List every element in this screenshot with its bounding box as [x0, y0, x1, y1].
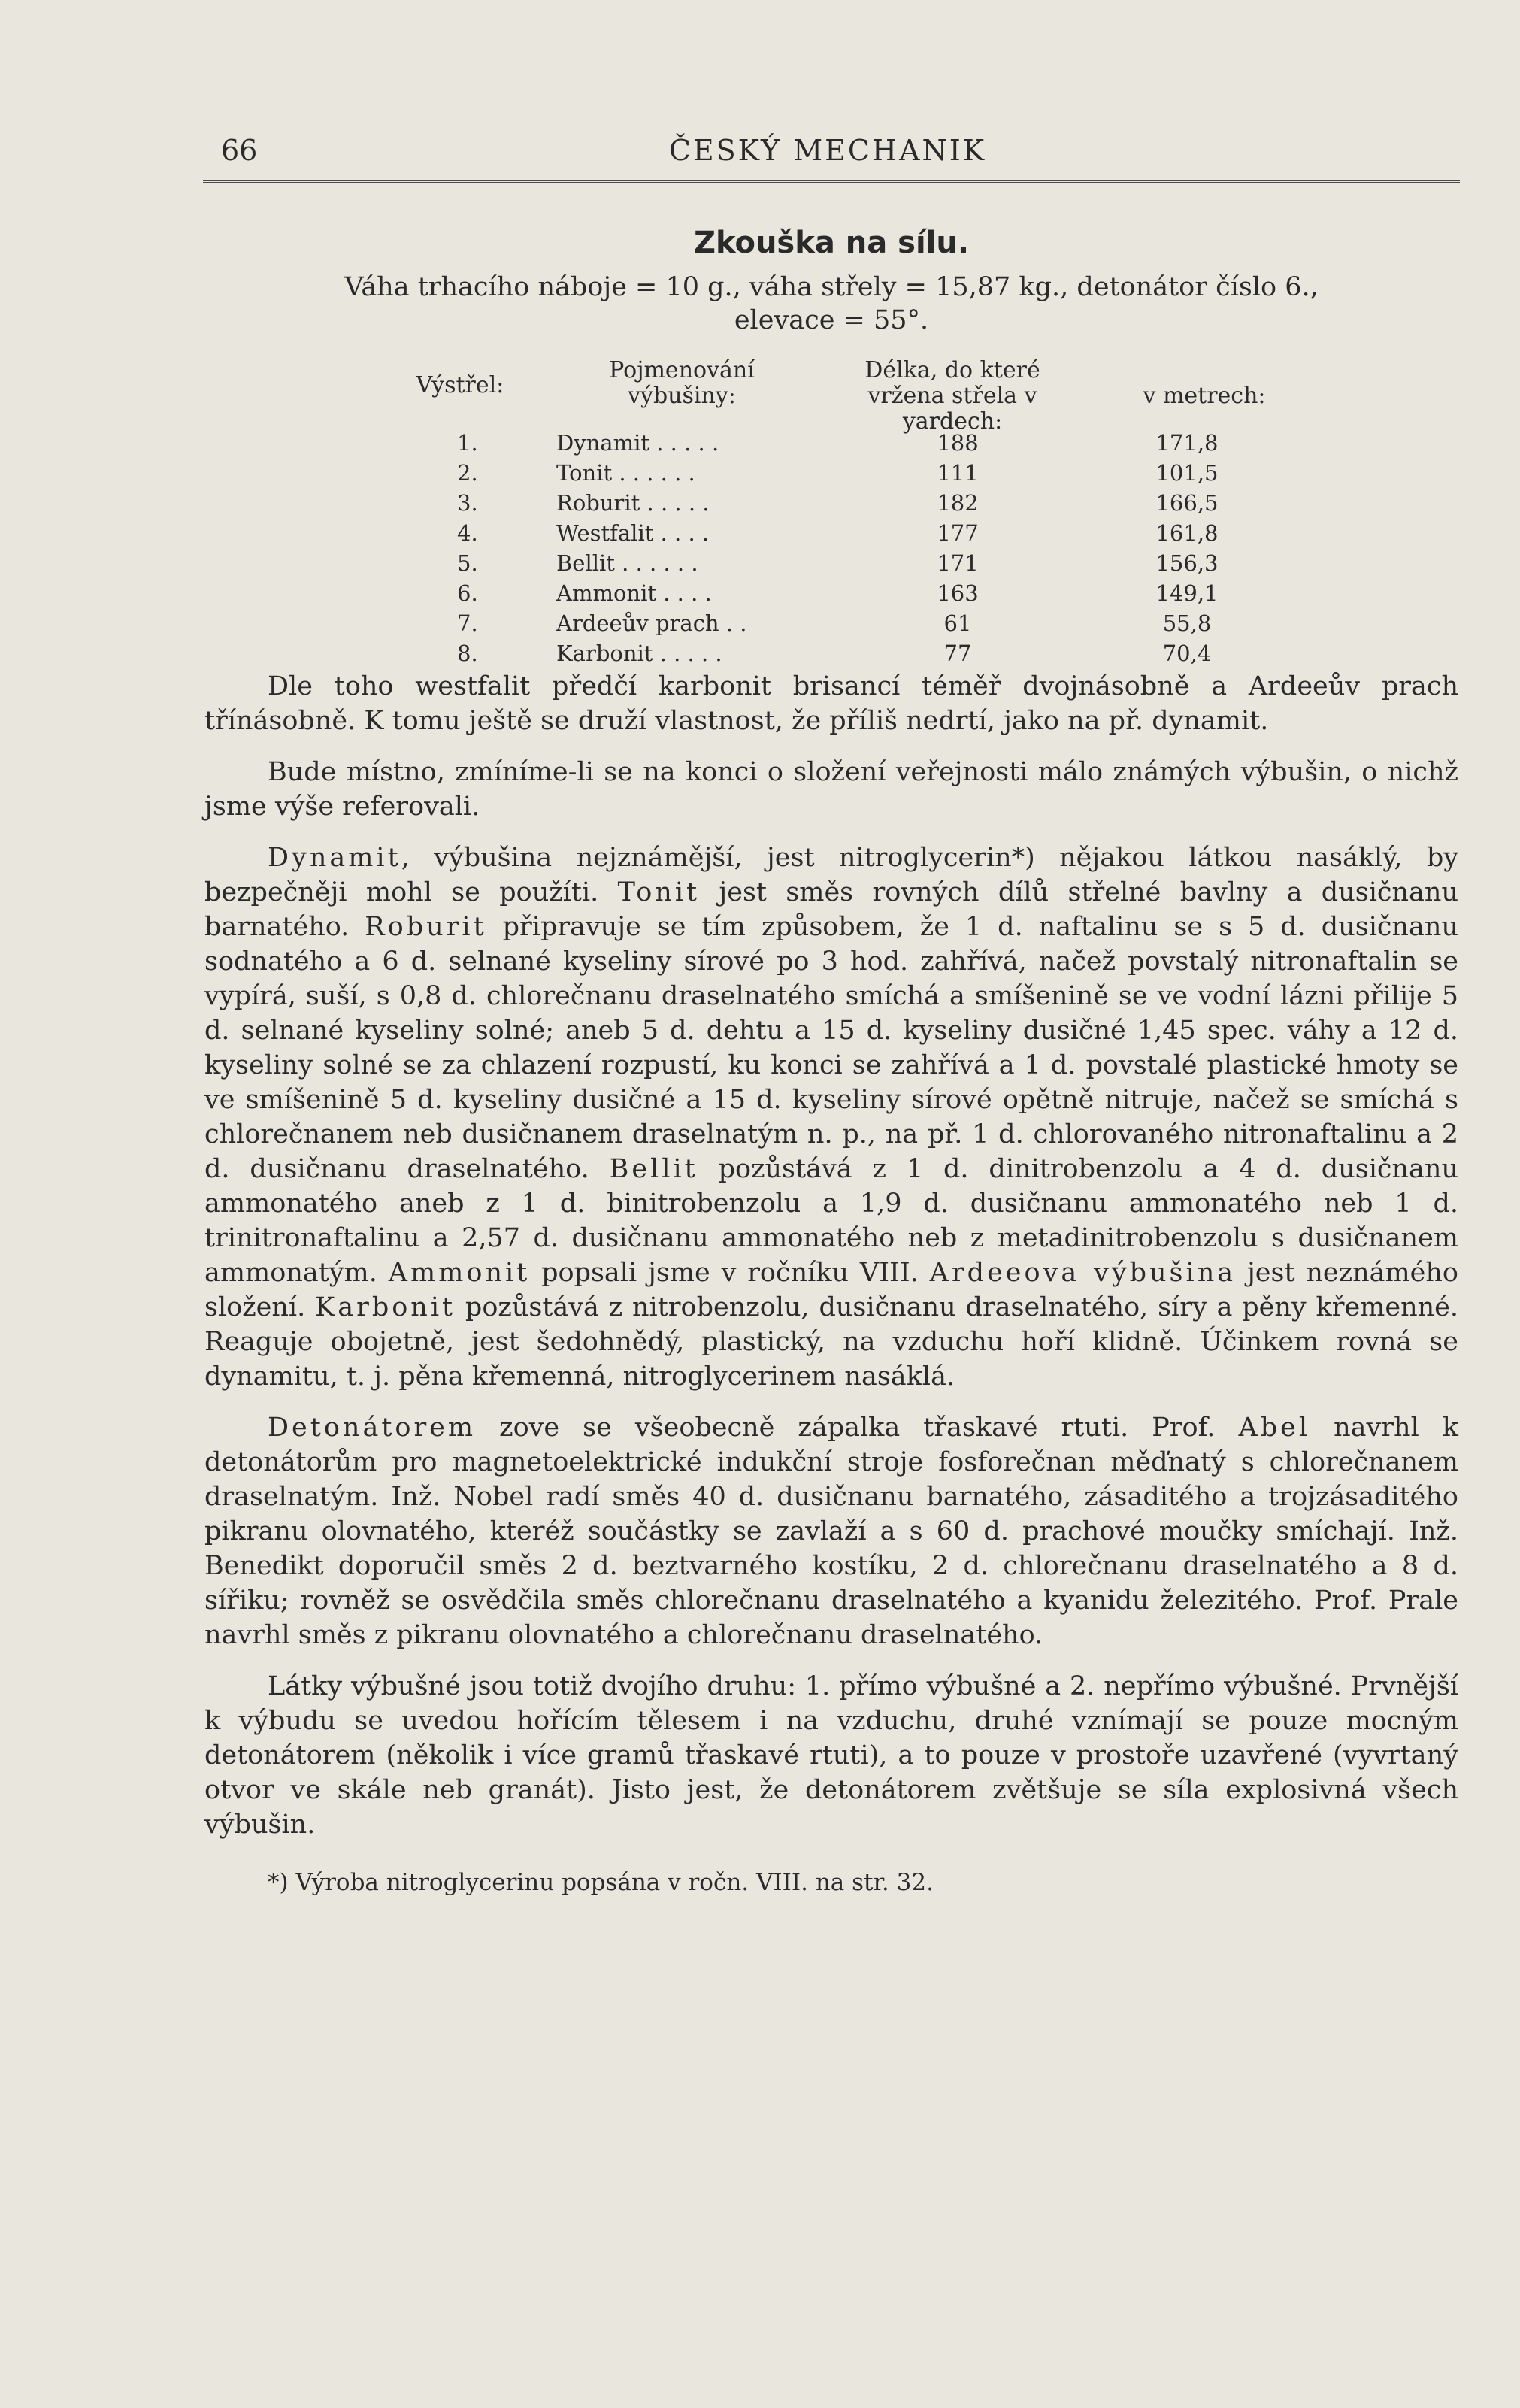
table-row	[204, 460, 1458, 490]
table-row	[204, 641, 1458, 671]
row-number: 2.	[457, 460, 478, 486]
table-row	[204, 610, 1458, 641]
explosive-name: Bellit . . . . . .	[556, 550, 698, 576]
test-conditions-elevation: elevace = 55°.	[734, 305, 929, 335]
text-run: , výbušina nejznámější, jest nitroglycerin*) nějakou látkou nasáklý, by bezpečněji mohl se použíti.	[204, 843, 1458, 907]
explosive-name: Dynamit . . . . .	[556, 430, 719, 456]
row-number: 3.	[457, 490, 478, 516]
table-row	[204, 580, 1458, 610]
paragraph-explosive-types: Látky výbušné jsou totiž dvojího druhu: 1. přímo výbušné a 2. nepřímo výbušné. Prvnější k výbudu se uvedou hořícím tělesem i na vzduchu, druhé vznímají se pouze mocným detonátorem (několik i více gramů třaskavé rtuti), a to pouze v prostoře uzavřené (vyvrtaný otvor ve skále neb granát). Jisto jest, že detonátorem zvětšuje se síla explosivná všech výbušin.	[204, 1671, 1458, 1840]
table-row	[204, 520, 1458, 550]
text-run: zove se všeobecně zápalka třaskavé rtuti. Prof.	[476, 1413, 1239, 1443]
yards-value: 77	[943, 641, 972, 666]
term-detonator: Detonátorem	[268, 1413, 477, 1443]
term-ardeeova: Ardeeova výbušina	[929, 1258, 1237, 1288]
meters-value: 156,3	[1155, 550, 1219, 576]
running-title: ČESKÝ MECHANIK	[668, 134, 987, 167]
article-body	[204, 226, 1458, 1896]
yards-value: 163	[937, 580, 979, 606]
header-name: Pojmenování výbušiny:	[609, 357, 755, 409]
term-bellit: Bellit	[609, 1154, 698, 1184]
meters-value: 70,4	[1162, 641, 1212, 666]
term-karbonit: Karbonit	[315, 1292, 456, 1322]
explosive-name: Roburit . . . . .	[556, 490, 710, 516]
results-table	[204, 347, 1458, 666]
meters-value: 55,8	[1162, 610, 1212, 636]
yards-value: 188	[937, 430, 979, 456]
meters-value: 161,8	[1155, 520, 1219, 546]
footnote: *) Výroba nitroglycerinu popsána v ročn. VIII. na str. 32.	[268, 1869, 934, 1896]
explosive-name: Westfalit . . . .	[556, 520, 710, 546]
page-header	[203, 134, 1452, 171]
paragraph-intro: Bude místno, zmíníme-li se na konci o složení veřejnosti málo známých výbušin, o nichž jsme výše referovali.	[204, 757, 1458, 822]
article-text	[204, 669, 1458, 1842]
explosive-name: Ardeeův prach . .	[556, 610, 747, 636]
meters-value: 149,1	[1155, 580, 1219, 606]
row-number: 4.	[457, 520, 478, 546]
term-tonit: Tonit	[617, 877, 701, 907]
row-number: 6.	[457, 580, 478, 606]
table-row	[204, 550, 1458, 580]
text-run: popsali jsme v ročníku VIII.	[530, 1258, 930, 1288]
section-title: Zkouška na sílu.	[693, 226, 970, 260]
yards-value: 177	[937, 520, 979, 546]
row-number: 7.	[457, 610, 478, 636]
row-number: 1.	[457, 430, 478, 456]
yards-value: 61	[943, 610, 972, 636]
yards-value: 171	[937, 550, 979, 576]
term-dynamit: Dynamit	[268, 843, 401, 873]
header-rule	[203, 180, 1460, 183]
meters-value: 101,5	[1155, 460, 1219, 486]
text-run: pozůstává z 1 d. dinitrobenzolu a 4 d. dusičnanu ammonatého aneb z 1 d. binitrobenzolu a 1,9 d. dusičnanu ammonatého neb 1 d. trinitronaftalinu a 2,57 d. dusičnanu ammonatého neb z metadinitrobenzolu s dusičnanem ammonatým.	[204, 1154, 1458, 1288]
header-meters: v metrech:	[1143, 383, 1266, 409]
header-shot: Výstřel:	[416, 372, 504, 398]
table-row	[204, 430, 1458, 460]
term-ammonit: Ammonit	[388, 1258, 531, 1288]
explosive-name: Ammonit . . . .	[556, 580, 712, 606]
row-number: 8.	[457, 641, 478, 666]
paragraph-compositions	[204, 841, 1458, 1394]
meters-value: 171,8	[1155, 430, 1219, 456]
row-number: 5.	[457, 550, 478, 576]
page-number: 66	[221, 134, 258, 167]
test-conditions: Váha trhacího náboje = 10 g., váha střely = 15,87 kg., detonátor číslo 6.,	[344, 272, 1319, 302]
text-run: jest neznámého složení.	[204, 1258, 1458, 1322]
yards-value: 182	[937, 490, 979, 516]
term-roburit: Roburit	[365, 912, 487, 942]
term-abel: Abel	[1238, 1413, 1311, 1443]
header-length: Délka, do které vržena střela v yardech:	[864, 357, 1040, 435]
explosive-name: Tonit . . . . . .	[556, 460, 695, 486]
explosive-name: Karbonit . . . . .	[556, 641, 722, 666]
text-run: jest směs rovných dílů střelné bavlny a dusičnanu barnatého.	[204, 877, 1458, 942]
text-run: pozůstává z nitrobenzolu, dusičnanu draselnatého, síry a pěny křemenné. Reaguje obojetně, jest šedohnědý, plastický, na vzduchu hoří klidně. Účinkem rovná se dynamitu, t. j. pěna křemenná, nitroglycerinem nasáklá.	[204, 1292, 1458, 1392]
text-run: připravuje se tím způsobem, že 1 d. naftalinu se s 5 d. dusičnanu sodnatého a 6 d. selnané kyseliny sírové po 3 hod. zahřívá, načež povstalý nitronaftalin se vypírá, suší, s 0,8 d. chlorečnanu draselnatého smíchá a smíšenině se ve vodní lázni přilije 5 d. selnané kyseliny solné; aneb 5 d. dehtu a 15 d. kyseliny dusičné 1,45 spec. váhy a 12 d. kyseliny solné se za chlazení rozpustí, ku konci se zahřívá a 1 d. povstalé plastické hmoty se ve smíšenině 5 d. kyseliny dusičné a 15 d. kyseliny sírové opětně nitruje, načež se smíchá s chlorečnanem neb dusičnanem draselnatým n. p., na př. 1 d. chlorovaného nitronaftalinu a 2 d. dusičnanu draselnatého.	[204, 912, 1458, 1184]
meters-value: 166,5	[1155, 490, 1219, 516]
text-run: navrhl k detonátorům pro magnetoelektrické indukční stroje fosforečnan měďnatý s chlorečnanem draselnatým. Inž. Nobel radí směs 40 d. dusičnanu barnatého, zásaditého a trojzásaditého pikranu olovnatého, kteréž součástky se zavlaží a s 60 d. prachové moučky smíchají. Inž. Benedikt doporučil směs 2 d. beztvarného kostíku, 2 d. chlorečnanu draselnatého a 8 d. sířiku; rovněž se osvědčila směs chlorečnanu draselnatého a kyanidu železitého. Prof. Prale navrhl směs z pikranu olovnatého a chlorečnanu draselnatého.	[204, 1413, 1459, 1650]
paragraph-detonator	[204, 1410, 1458, 1652]
yards-value: 111	[937, 460, 979, 486]
table-row	[204, 490, 1458, 520]
paragraph-comparison: Dle toho westfalit předčí karbonit brisancí téměř dvojnásobně a Ardeeův prach třínásobně. K tomu ještě se druží vlastnost, že příliš nedrtí, jako na př. dynamit.	[204, 671, 1458, 736]
